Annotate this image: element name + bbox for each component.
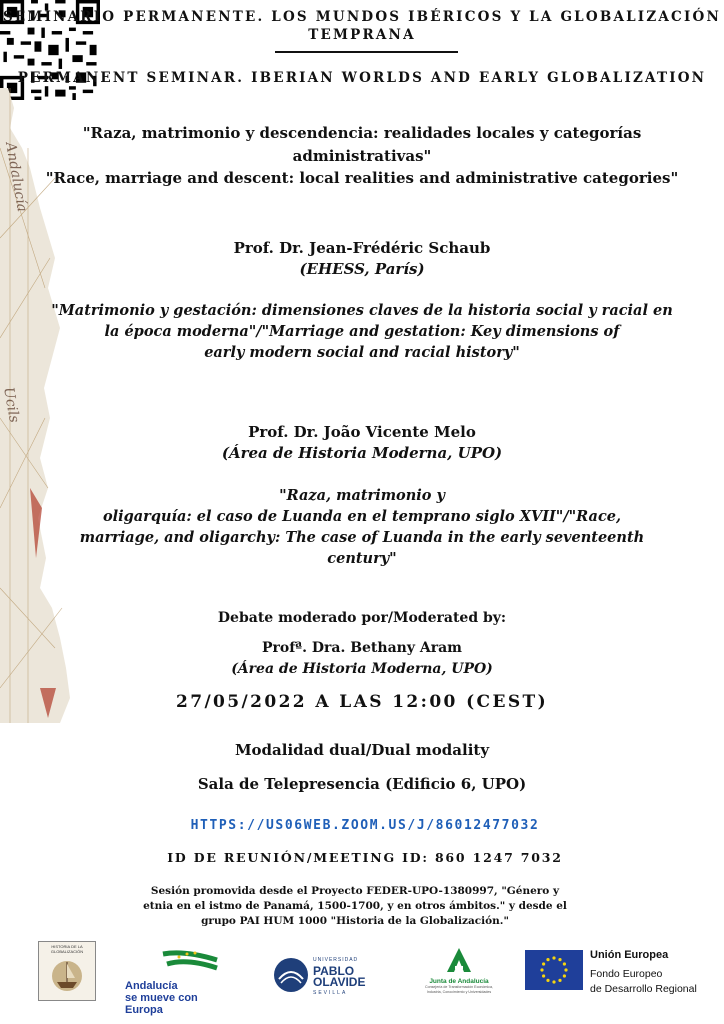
speaker-1 (0, 238, 724, 280)
historia-globalizacion-logo: HISTORIA DE LA GLOBALIZACIÓN (38, 941, 96, 1001)
junta-andalucia-logo: Junta de Andalucía Consejería de Transformación Económica, Industria, Conocimiento y Universidades (418, 946, 500, 1001)
speaker-2-name: Prof. Dr. João Vicente Melo (248, 423, 476, 441)
funding-note: Sesión promovida desde el Proyecto FEDER-UPO-1380997, "Género y etnia en el istmo de Panamá, 1500-1700, y en otros ámbitos." y desde el grupo PAI HUM 1000 "Historia de la Globalización." (143, 885, 567, 927)
moderator-label: Debate moderado por/Moderated by: (217, 610, 507, 626)
svg-text:Ucils: Ucils (0, 385, 23, 424)
eu-flag-icon (525, 950, 583, 990)
andalucia-europa-logo: Andalucía se mueve con Europa (125, 950, 225, 1000)
speaker-2-talk: "Raza, matrimonio y oligarquía: el caso de Luanda en el temprano siglo XVII"/"Race, marriage, and oligarchy: The case of Luanda in the early seventeenth century" (79, 487, 645, 567)
moderator-name: Profª. Dra. Bethany Aram (262, 640, 462, 656)
speaker-1-affiliation: (EHESS, París) (299, 260, 425, 278)
speaker-2 (0, 422, 724, 464)
speaker-1-name: Prof. Dr. Jean-Frédéric Schaub (233, 239, 491, 257)
eu-fund-text: Unión Europea Fondo Europeo de Desarrollo Regional (590, 949, 697, 995)
speaker-2-affiliation: (Área de Historia Moderna, UPO) (221, 444, 503, 462)
moderator (0, 638, 724, 680)
header-divider (275, 51, 458, 53)
moderator-affiliation: (Área de Historia Moderna, UPO) (231, 661, 493, 677)
modality: Modalidad dual/Dual modality (234, 741, 490, 759)
seminar-title-es: SEMINARIO PERMANENTE. LOS MUNDOS IBÉRICOS Y LA GLOBALIZACIÓN TEMPRANA (2, 9, 722, 43)
svg-text:Andalucía: Andalucía (2, 140, 31, 214)
seminar-title-en: PERMANENT SEMINAR. IBERIAN WORLDS AND EARLY GLOBALIZATION (17, 70, 707, 86)
meeting-id: ID DE REUNIÓN/MEETING ID: 860 1247 7032 (167, 850, 563, 865)
venue: Sala de Telepresencia (Edificio 6, UPO) (197, 775, 527, 793)
upo-logo: UNIVERSIDAD PABLO OLAVIDE SEVILLA (273, 955, 378, 995)
event-datetime: 27/05/2022 A LAS 12:00 (CEST) (175, 692, 549, 712)
speaker-1-talk: "Matrimonio y gestación: dimensiones claves de la historia social y racial en la época moderna"/"Marriage and gestation: Key dimensions of early modern social and racial history" (51, 302, 673, 361)
session-title: "Raza, matrimonio y descendencia: realidades locales y categorías administrativas" "Race, marriage and descent: local realities and administrative categories" (45, 124, 679, 187)
zoom-link[interactable]: HTTPS://US06WEB.ZOOM.US/J/86012477032 (190, 818, 540, 833)
